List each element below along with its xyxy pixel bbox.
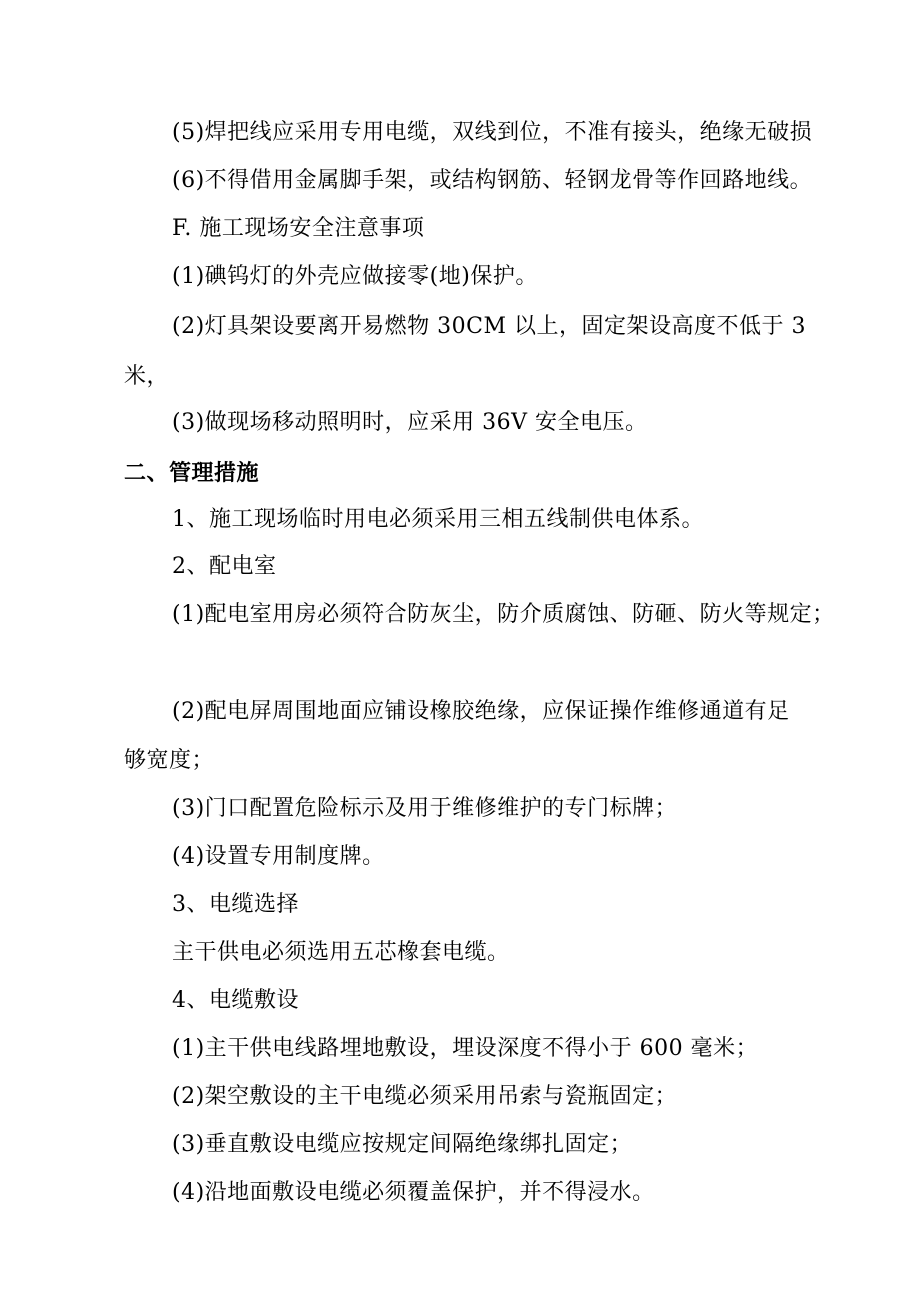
paragraph-line-4: (1)碘钨灯的外壳应做接零(地)保护。	[172, 264, 538, 289]
paragraph-line-11-cont: 够宽度；	[124, 748, 215, 773]
paragraph-line-8: 1、施工现场临时用电必须采用三相五线制供电体系。	[172, 507, 704, 532]
section-subheading-f: F. 施工现场安全注意事项	[172, 216, 425, 241]
paragraph-line-6: (3)做现场移动照明时，应采用 36V 安全电压。	[172, 410, 648, 435]
paragraph-line-20: (4)沿地面敷设电缆必须覆盖保护，并不得浸水。	[172, 1180, 655, 1205]
paragraph-line-12: (3)门口配置危险标示及用于维修维护的专门标牌；	[172, 796, 678, 821]
section-heading-management: 二、管理措施	[124, 460, 260, 486]
paragraph-line-1: (5)焊把线应采用专用电缆，双线到位，不准有接头，绝缘无破损	[172, 120, 813, 145]
paragraph-line-14: 3、电缆选择	[172, 892, 299, 917]
paragraph-line-5: (2)灯具架设要离开易燃物 30CM 以上，固定架设高度不低于 3	[172, 314, 806, 339]
paragraph-line-13: (4)设置专用制度牌。	[172, 844, 385, 869]
paragraph-line-17: (1)主干供电线路埋地敷设，埋设深度不得小于 600 毫米；	[172, 1036, 759, 1061]
paragraph-line-15: 主干供电必须选用五芯橡套电缆。	[172, 940, 510, 965]
paragraph-line-5-cont: 米，	[124, 364, 170, 389]
paragraph-line-10: (1)配电室用房必须符合防灰尘，防介质腐蚀、防砸、防火等规定；	[172, 602, 835, 627]
paragraph-line-18: (2)架空敷设的主干电缆必须采用吊索与瓷瓶固定；	[172, 1084, 678, 1109]
paragraph-line-16: 4、电缆敷设	[172, 988, 299, 1013]
paragraph-line-2: (6)不得借用金属脚手架，或结构钢筋、轻钢龙骨等作回路地线。	[172, 168, 813, 193]
paragraph-line-19: (3)垂直敷设电缆应按规定间隔绝缘绑扎固定；	[172, 1132, 633, 1157]
paragraph-line-11: (2)配电屏周围地面应铺设橡胶绝缘，应保证操作维修通道有足	[172, 699, 790, 724]
paragraph-line-9: 2、配电室	[172, 554, 277, 579]
